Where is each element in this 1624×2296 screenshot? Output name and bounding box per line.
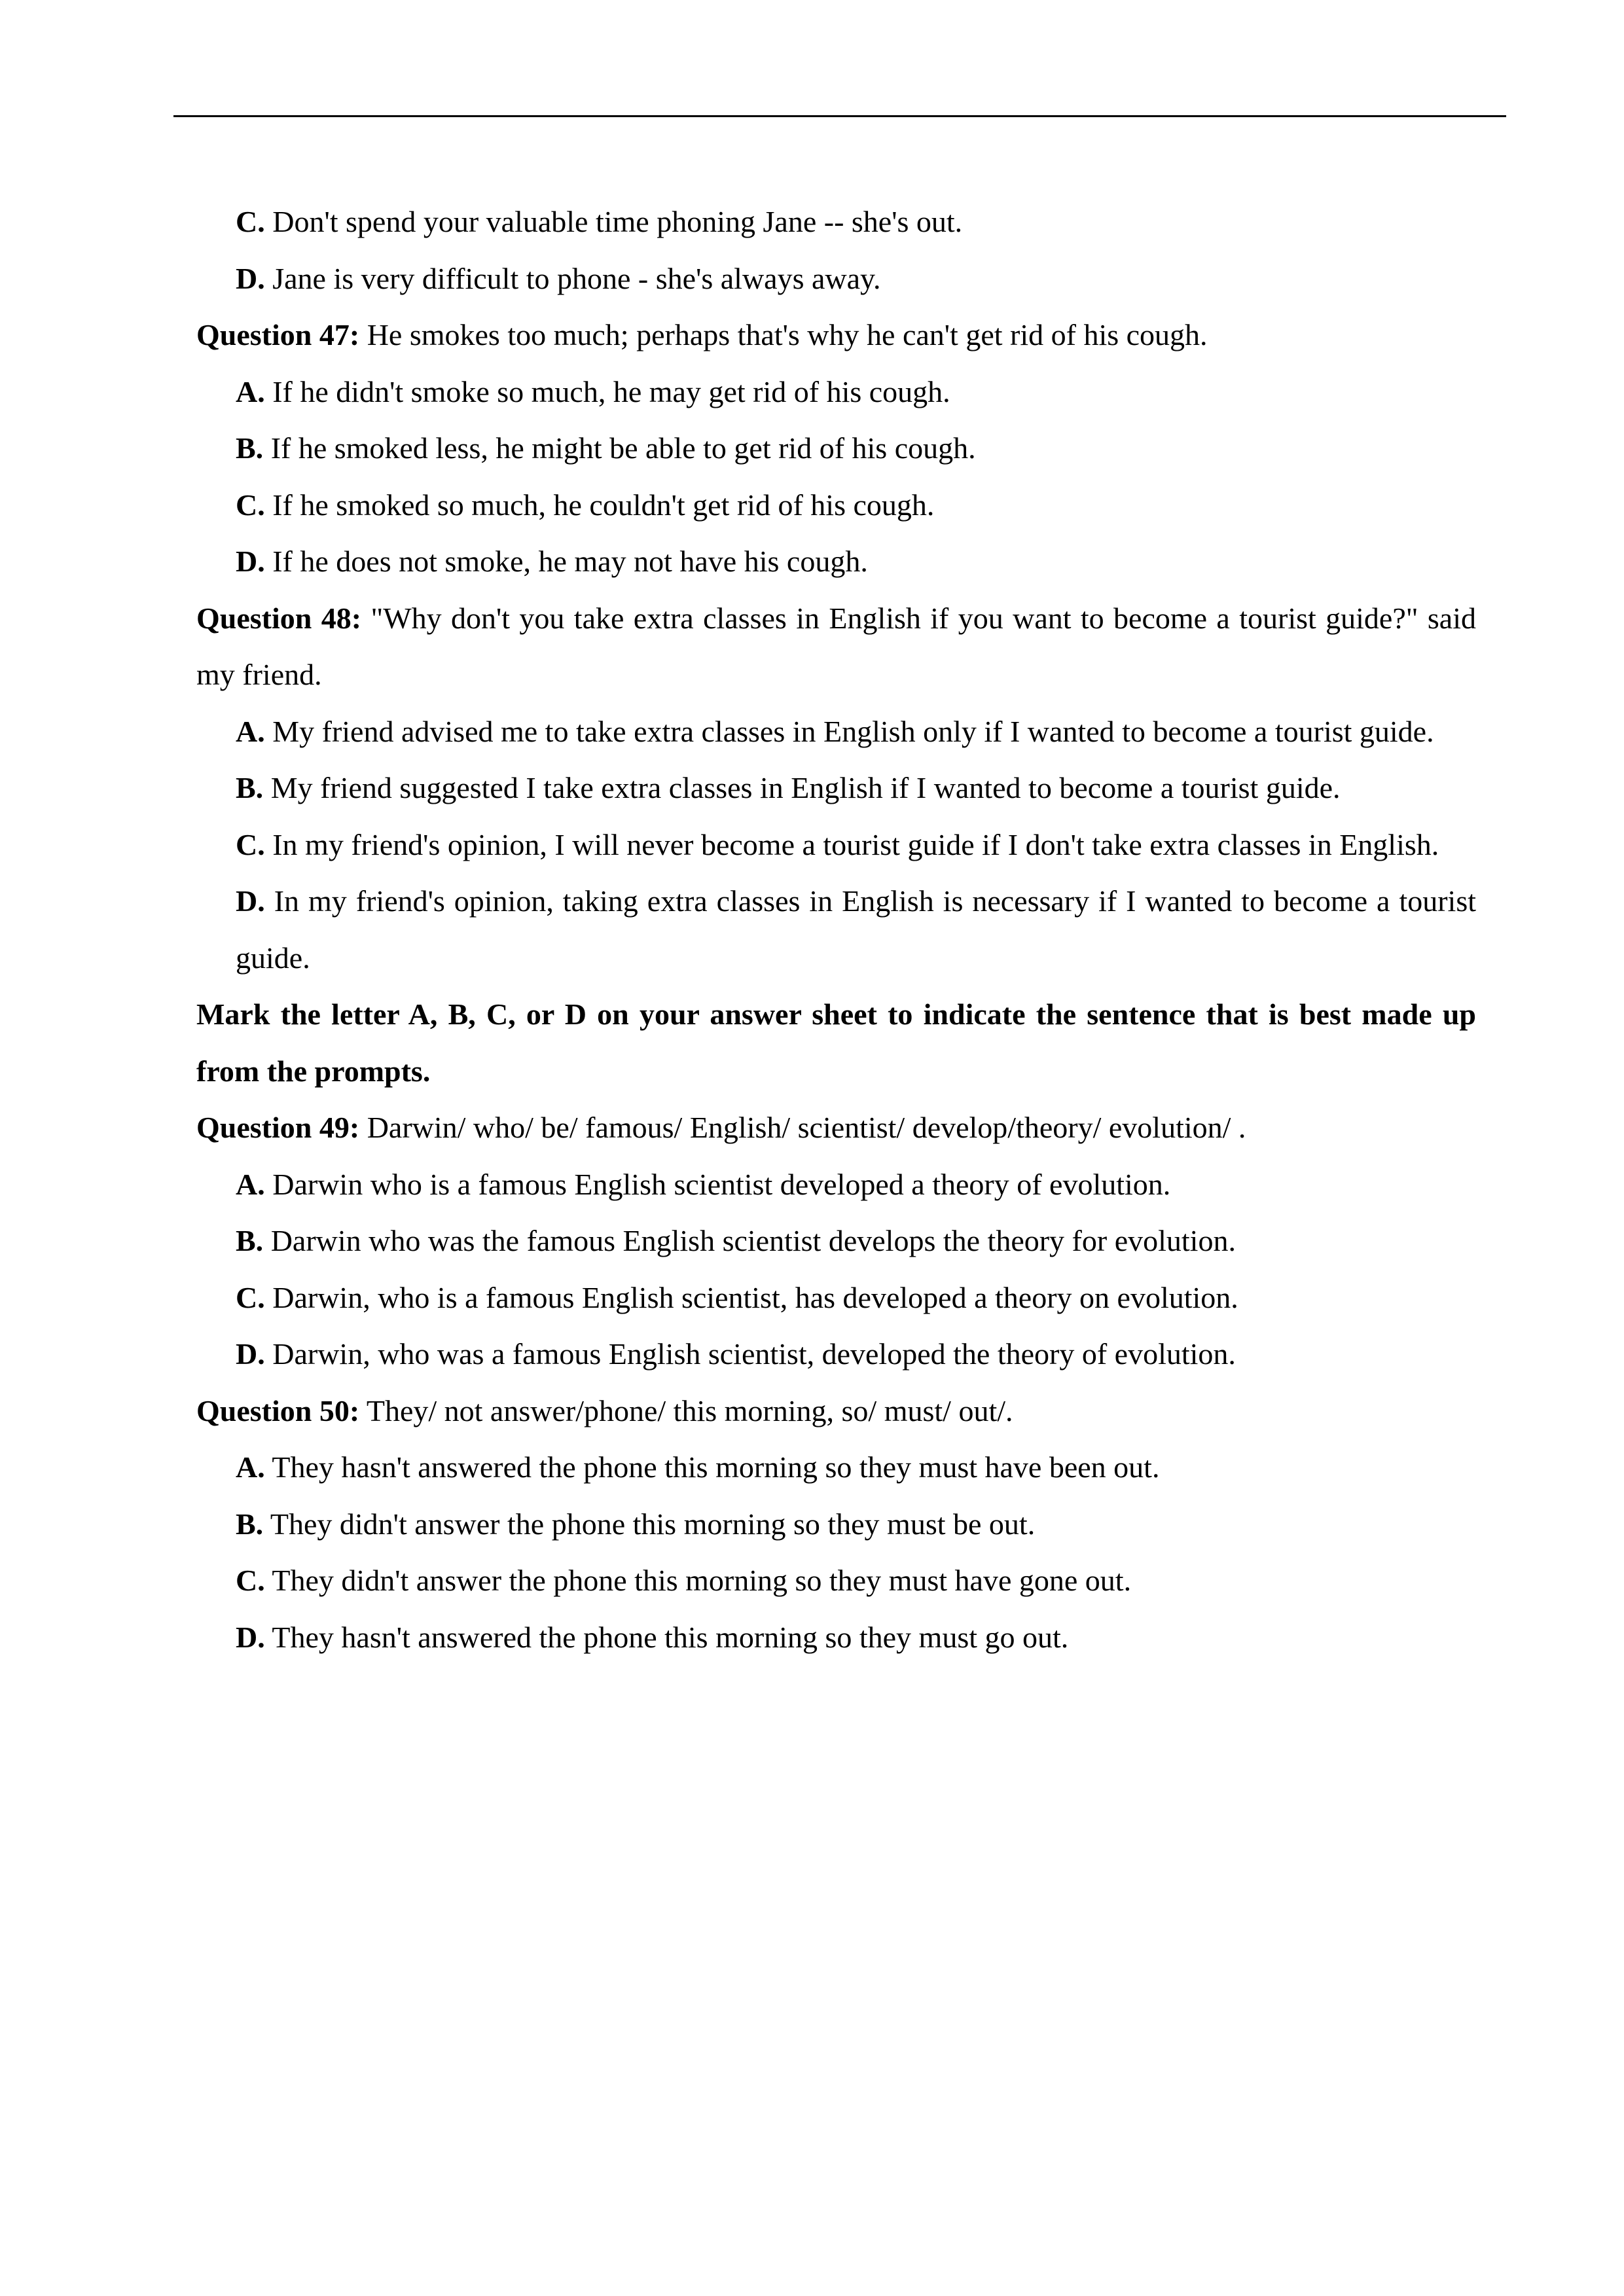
option-letter: A. xyxy=(236,1167,265,1201)
option-text: If he smoked less, he might be able to get rid of his cough. xyxy=(270,431,976,465)
option-letter: C. xyxy=(236,488,265,522)
option-b xyxy=(196,420,1476,477)
option-letter: C. xyxy=(236,827,265,861)
option-text: In my friend's opinion, I will never become a tourist guide if I don't take extra classes in English. xyxy=(272,827,1439,861)
option-text: They didn't answer the phone this morning so they must be out. xyxy=(270,1507,1036,1541)
question-prompt: They/ not answer/phone/ this morning, so/ must/ out/. xyxy=(366,1393,1013,1427)
exam-page-content xyxy=(196,194,1476,1666)
option-letter: D. xyxy=(236,261,265,295)
option-text: Jane is very difficult to phone - she's always away. xyxy=(272,261,881,295)
option-d xyxy=(196,251,1476,308)
question-label: Question 48: xyxy=(196,601,362,635)
option-text: Darwin, who is a famous English scientist, has developed a theory on evolution. xyxy=(272,1280,1238,1314)
section-instruction: Mark the letter A, B, C, or D on your answer sheet to indicate the sentence that is best made up from the prompts. xyxy=(196,997,1476,1088)
option-c xyxy=(196,194,1476,251)
question-prompt: Darwin/ who/ be/ famous/ English/ scientist/ develop/theory/ evolution/ . xyxy=(367,1111,1246,1144)
option-text: If he didn't smoke so much, he may get rid of his cough. xyxy=(272,374,950,408)
option-text: In my friend's opinion, taking extra classes in English is necessary if I wanted to become a tourist guide. xyxy=(236,884,1476,975)
question-prompt: He smokes too much; perhaps that's why he can't get rid of his cough. xyxy=(367,318,1208,351)
option-a xyxy=(196,1157,1476,1213)
option-c xyxy=(196,477,1476,534)
option-letter: D. xyxy=(236,884,265,918)
option-a xyxy=(196,704,1476,761)
question-label: Question 49: xyxy=(196,1111,360,1144)
option-letter: D. xyxy=(236,545,265,578)
option-letter: D. xyxy=(236,1337,265,1371)
option-letter: B. xyxy=(236,431,264,465)
option-text: My friend suggested I take extra classes in English if I wanted to become a tourist guide. xyxy=(270,771,1341,804)
option-letter: C. xyxy=(236,205,265,238)
option-c xyxy=(196,817,1476,874)
question-50-prompt xyxy=(196,1383,1476,1440)
question-47-prompt xyxy=(196,307,1476,364)
option-c xyxy=(196,1270,1476,1327)
option-letter: A. xyxy=(236,1450,265,1484)
option-b xyxy=(196,760,1476,817)
option-d xyxy=(196,533,1476,590)
option-c xyxy=(196,1552,1476,1609)
option-letter: B. xyxy=(236,1224,264,1257)
option-text: They hasn't answered the phone this morning so they must have been out. xyxy=(272,1450,1160,1484)
option-letter: B. xyxy=(236,1507,264,1541)
option-letter: A. xyxy=(236,374,265,408)
header-divider xyxy=(173,115,1506,117)
option-letter: C. xyxy=(236,1280,265,1314)
option-letter: C. xyxy=(236,1564,265,1597)
question-label: Question 50: xyxy=(196,1393,360,1427)
option-letter: A. xyxy=(236,714,265,748)
option-text: My friend advised me to take extra classes in English only if I wanted to become a tourist guide. xyxy=(272,714,1434,748)
option-b xyxy=(196,1496,1476,1553)
option-b xyxy=(196,1213,1476,1270)
option-d xyxy=(196,873,1476,986)
option-d xyxy=(196,1326,1476,1383)
question-49-prompt xyxy=(196,1100,1476,1157)
question-48-prompt xyxy=(196,590,1476,704)
option-a xyxy=(196,364,1476,421)
option-text: They didn't answer the phone this morning so they must have gone out. xyxy=(272,1564,1132,1597)
option-text: They hasn't answered the phone this morning so they must go out. xyxy=(272,1620,1069,1654)
option-text: If he smoked so much, he couldn't get rid of his cough. xyxy=(272,488,935,522)
option-letter: B. xyxy=(236,771,264,804)
question-label: Question 47: xyxy=(196,318,360,351)
option-text: Darwin who was the famous English scientist develops the theory for evolution. xyxy=(270,1224,1236,1257)
option-text: Don't spend your valuable time phoning Jane -- she's out. xyxy=(272,205,963,238)
question-prompt: "Why don't you take extra classes in English if you want to become a tourist guide?" said my friend. xyxy=(196,601,1477,691)
option-text: If he does not smoke, he may not have his cough. xyxy=(272,545,868,578)
option-d xyxy=(196,1609,1476,1666)
option-text: Darwin, who was a famous English scientist, developed the theory of evolution. xyxy=(272,1337,1236,1371)
option-a xyxy=(196,1439,1476,1496)
option-text: Darwin who is a famous English scientist developed a theory of evolution. xyxy=(272,1167,1171,1201)
option-letter: D. xyxy=(236,1620,265,1654)
